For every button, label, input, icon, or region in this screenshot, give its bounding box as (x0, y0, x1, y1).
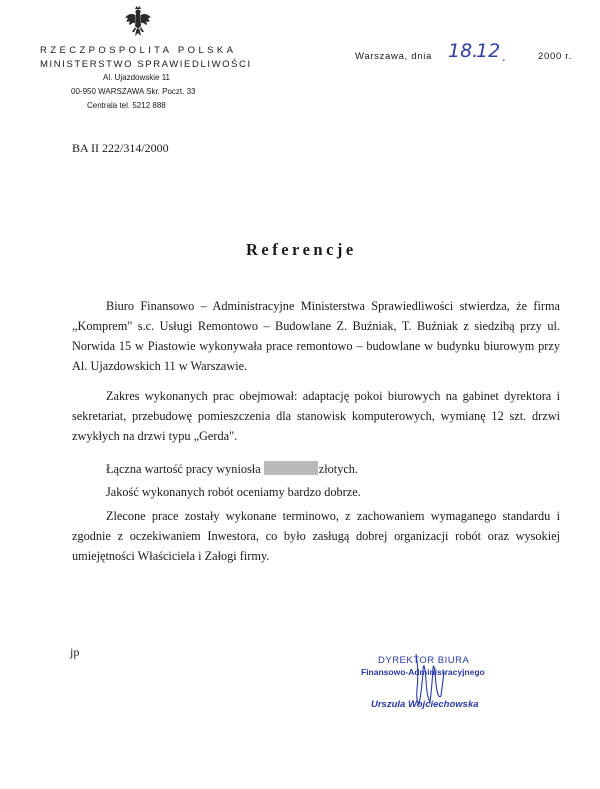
reference-number: BA II 222/314/2000 (72, 141, 169, 155)
body-paragraph-5 (72, 506, 560, 566)
date-year: 2000 r. (538, 51, 572, 62)
body-paragraph-4: Jakość wykonanych robót oceniamy bardzo dobrze. (106, 485, 361, 499)
body-paragraph-1 (72, 296, 560, 376)
letterhead-street: Al. Ujazdowskie 11 (103, 73, 170, 82)
stamp-title: DYREKTOR BIURA (378, 655, 470, 666)
date-day-handwritten: 18. (448, 40, 479, 62)
letterhead-phone: Centrala tel. 5212 888 (87, 101, 166, 110)
polish-eagle-emblem-icon (124, 6, 152, 40)
date-month-handwritten: 12 (476, 40, 501, 62)
stamp-subtitle: Finansowo-Administracyjnego (361, 667, 485, 677)
paragraph-text: Zakres wykonanych prac obejmował: adaptację pokoi biurowych na gabinet dyrektora i sekretariat, przebudowę pomieszczenia dla stanowisk komputerowych, wymianę 12 szt. drzwi zwykłych na drzwi typu „Gerda". (72, 389, 560, 443)
paragraph-text: Zlecone prace zostały wykonane terminowo, z zachowaniem wymaganego standardu i zgodnie z oczekiwaniem Inwestora, co było zasługą dobrej organizacji robót oraz wysokiej umiejętności Właściciela i Załogi firmy. (72, 509, 560, 563)
total-value-label: Łączna wartość pracy wyniosła (106, 462, 261, 476)
body-paragraph-2 (72, 386, 560, 446)
letterhead-ministry: MINISTERSTWO SPRAWIEDLIWOŚCI (40, 59, 252, 70)
redacted-amount (264, 461, 318, 475)
body-paragraph-3 (106, 461, 358, 477)
letterhead-postal: 00-950 WARSZAWA Skr. Poczt. 33 (71, 87, 196, 96)
paragraph-text: Biuro Finansowo – Administracyjne Ministerstwa Sprawiedliwości stwierdza, że firma „Komprem" s.c. Usługi Remontowo – Budowlane Z. Buźniak, T. Buźniak z siedzibą przy ul. Norwida 15 w Piastowie wykonywała prace remontowo – budowlane w budynku biurowym przy Al. Ujazdowskich 11 w Warszawie. (72, 299, 560, 373)
date-place: Warszawa, dnia (355, 51, 433, 62)
stamp-name: Urszula Wojciechowska (371, 699, 479, 710)
initials: jp (70, 645, 80, 659)
currency-label: złotych. (318, 462, 359, 476)
date-dot-handwritten: . (502, 50, 506, 65)
document-title: Referencje (246, 240, 357, 259)
letterhead-country: RZECZPOSPOLITA POLSKA (40, 45, 237, 56)
